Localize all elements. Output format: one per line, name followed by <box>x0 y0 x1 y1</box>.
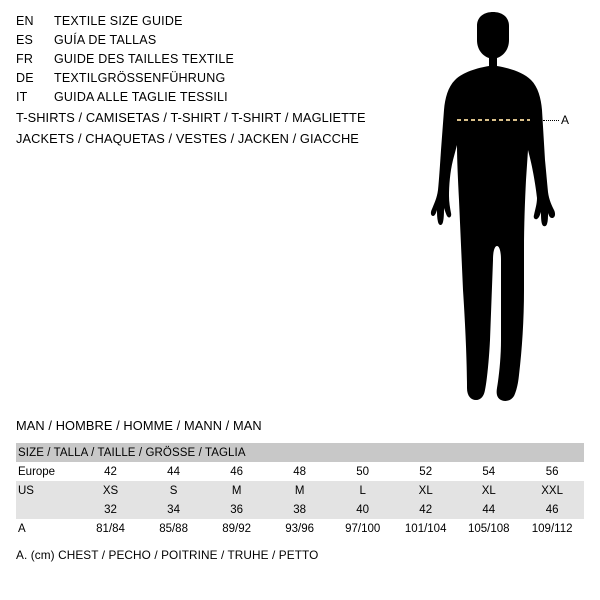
language-code: ES <box>16 33 34 47</box>
measurement-footnote: A. (cm) CHEST / PECHO / POITRINE / TRUHE / PETTO <box>16 548 319 562</box>
language-code: DE <box>16 71 34 85</box>
cell: 46 <box>520 500 584 519</box>
table-header-row <box>16 443 584 462</box>
gender-heading: MAN / HOMBRE / HOMME / MANN / MAN <box>16 418 262 433</box>
category-jackets: JACKETS / CHAQUETAS / VESTES / JACKEN / GIACCHE <box>16 131 359 146</box>
language-title: GUÍA DE TALLAS <box>54 33 157 47</box>
cell: XXL <box>520 481 584 500</box>
cell: 50 <box>331 462 394 481</box>
row-label: Europe <box>16 462 79 481</box>
cell: 46 <box>205 462 268 481</box>
cell: 109/112 <box>520 519 584 538</box>
cell: S <box>142 481 205 500</box>
measure-pointer-dashes <box>543 120 559 121</box>
cell: 38 <box>268 500 331 519</box>
male-silhouette-icon <box>405 10 600 410</box>
cell: XL <box>457 481 520 500</box>
language-row <box>16 52 416 71</box>
table-row <box>16 462 584 481</box>
cell: 36 <box>205 500 268 519</box>
language-title: GUIDE DES TAILLES TEXTILE <box>54 52 235 66</box>
language-code: EN <box>16 14 34 28</box>
language-title: TEXTILGRÖSSENFÜHRUNG <box>54 71 226 85</box>
table-row <box>16 481 584 500</box>
language-title: TEXTILE SIZE GUIDE <box>54 14 183 28</box>
cell: 44 <box>457 500 520 519</box>
cell: L <box>331 481 394 500</box>
cell: 54 <box>457 462 520 481</box>
cell: 34 <box>142 500 205 519</box>
table-row <box>16 519 584 538</box>
row-label <box>16 500 79 519</box>
size-table <box>16 443 584 538</box>
table-row <box>16 500 584 519</box>
cell: M <box>205 481 268 500</box>
cell: 40 <box>331 500 394 519</box>
language-title: GUIDA ALLE TAGLIE TESSILI <box>54 90 228 104</box>
language-row <box>16 33 416 52</box>
row-label: US <box>16 481 79 500</box>
cell: 93/96 <box>268 519 331 538</box>
language-code: IT <box>16 90 28 104</box>
table-header-label: SIZE / TALLA / TAILLE / GRÖSSE / TAGLIA <box>16 443 584 462</box>
cell: 105/108 <box>457 519 520 538</box>
figure-illustration <box>405 10 600 410</box>
cell: 97/100 <box>331 519 394 538</box>
cell: 56 <box>520 462 584 481</box>
language-row <box>16 71 416 90</box>
cell: 81/84 <box>79 519 142 538</box>
cell: XS <box>79 481 142 500</box>
cell: 32 <box>79 500 142 519</box>
cell: 48 <box>268 462 331 481</box>
cell: 85/88 <box>142 519 205 538</box>
cell: 42 <box>394 500 457 519</box>
language-row <box>16 90 416 109</box>
cell: XL <box>394 481 457 500</box>
cell: 42 <box>79 462 142 481</box>
cell: 101/104 <box>394 519 457 538</box>
cell: 89/92 <box>205 519 268 538</box>
cell: 52 <box>394 462 457 481</box>
size-table-wrapper <box>16 443 584 538</box>
language-code: FR <box>16 52 34 66</box>
cell: 44 <box>142 462 205 481</box>
language-row <box>16 14 416 33</box>
language-list <box>16 14 416 109</box>
row-label: A <box>16 519 79 538</box>
cell: M <box>268 481 331 500</box>
measure-label-a: A <box>561 113 570 127</box>
category-list <box>16 110 436 152</box>
category-tshirts: T-SHIRTS / CAMISETAS / T-SHIRT / T-SHIRT / MAGLIETTE <box>16 110 366 125</box>
